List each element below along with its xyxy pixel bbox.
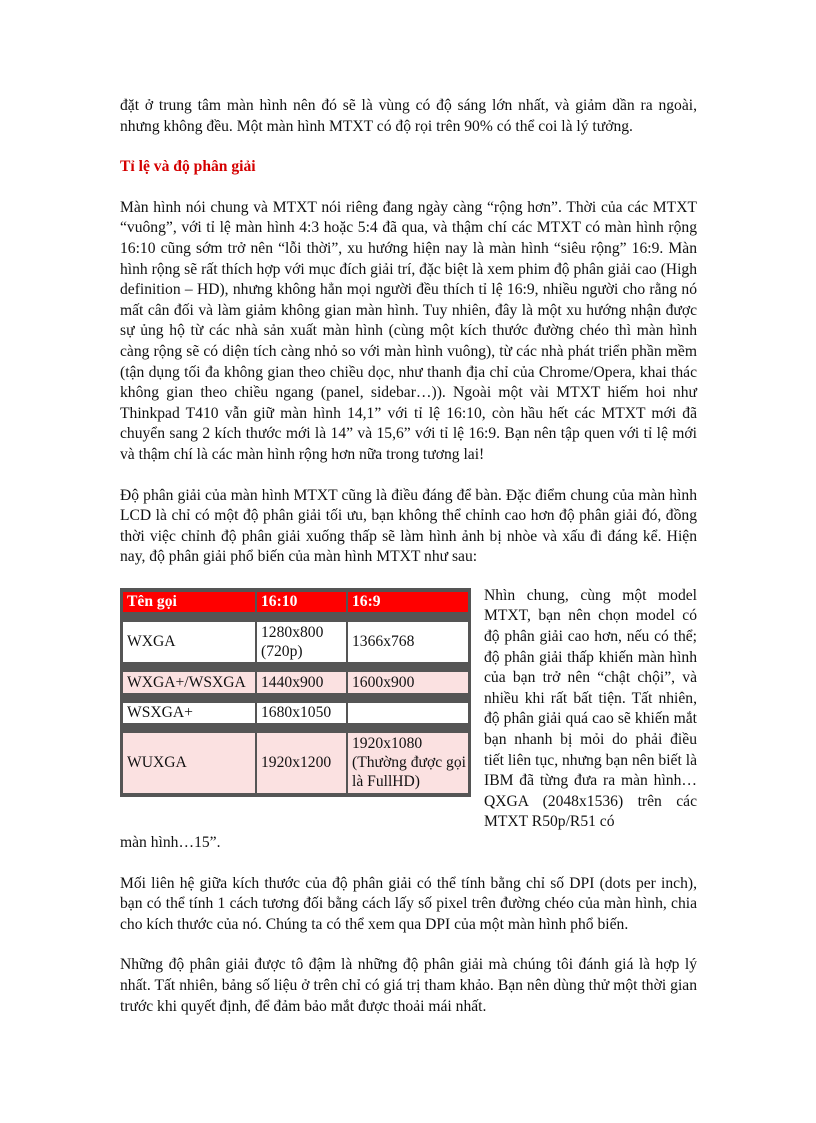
header-cell-16-10: 16:10 (256, 591, 347, 613)
table-header-row (122, 591, 469, 613)
table-row (122, 732, 469, 794)
header-cell-16-9: 16:9 (347, 591, 469, 613)
table-row (122, 702, 469, 724)
resolution-table-frame (120, 588, 471, 797)
table-and-sidebar (120, 588, 697, 833)
paragraph-aspect-ratio: Màn hình nói chung và MTXT nói riêng đang ngày càng “rộng hơn”. Thời của các MTXT “vuông”, với tỉ lệ màn hình 4:3 hoặc 5:4 đã qua, và thậm chí các MTXT có màn hình rộng 16:10 cũng sớm trở nên “lỗi thời”, xu hướng hiện nay là màn hình “siêu rộng” 16:9. Màn hình rộng sẽ rất thích hợp với mục đích giải trí, đặc biệt là xem phim độ phân giải cao (High definition – HD), nhưng không hẳn mọi người đều thích tỉ lệ 16:9, nhiều người cho rằng nó mất cân đối và làm giảm không gian màn hình. Tuy nhiên, đây là một xu hướng nhận được sự ủng hộ từ các nhà sản xuất màn hình (cùng một kích thước đường chéo thì màn hình càng rộng sẽ có diện tích càng nhỏ so với màn hình vuông), từ các nhà phát triển phần mềm (tận dụng tối đa không gian theo chiều dọc, như thanh địa chỉ của Chrome/Opera, khai thác không gian theo chiều ngang (panel, sidebar…)). Ngoài một vài MTXT hiếm hoi như Thinkpad T410 vẫn giữ màn hình 14,1” với tỉ lệ 16:10, còn hầu hết các MTXT mới đã chuyển sang 2 kích thước mới là 14” và 15,6” với tỉ lệ 16:9. Bạn nên tập quen với tỉ lệ mới và thậm chí là các màn hình rộng hơn nữa trong tương lai! (120, 198, 697, 463)
table-cell-16-10: 1680x1050 (256, 702, 347, 724)
paragraph-resolution: Độ phân giải của màn hình MTXT cũng là điều đáng để bàn. Đặc điểm chung của màn hình LCD là chỉ có một độ phân giải tối ưu, bạn không thể chỉnh cao hơn độ phân giải đó, đồng thời việc chỉnh độ phân giải xuống thấp sẽ làm hình ảnh bị nhòe và xấu đi đáng kể. Hiện nay, độ phân giải phổ biến của màn hình MTXT như sau: (120, 486, 697, 566)
table-cell-name: WXGA+/WSXGA (122, 671, 256, 694)
table-cell-name: WXGA (122, 621, 256, 663)
header-cell-name: Tên gọi (122, 591, 256, 613)
table-cell-16-10: 1280x800 (720p) (256, 621, 347, 663)
table-cell-name: WUXGA (122, 732, 256, 794)
table-cell-name: WSXGA+ (122, 702, 256, 724)
table-cell-16-10: 1920x1200 (256, 732, 347, 794)
document-page (120, 96, 697, 1017)
resolution-table (121, 590, 470, 795)
table-cell-16-9 (347, 702, 469, 724)
paragraph-intro: đặt ở trung tâm màn hình nên đó sẽ là vùng có độ sáng lớn nhất, và giảm dần ra ngoài, nhưng không đều. Một màn hình MTXT có độ rọi trên 90% có thể coi là lý tưởng. (120, 97, 697, 135)
paragraph-dpi: Mối liên hệ giữa kích thước của độ phân giải có thể tính bằng chỉ số DPI (dots per inch), bạn có thể tính 1 cách tương đối bằng cách lấy số pixel trên đường chéo của màn hình, chia cho kích thước của nó. Chúng ta có thể xem qua DPI của một màn hình phổ biến. (120, 874, 697, 933)
paragraph-side-note-end: màn hình…15”. (120, 834, 221, 851)
paragraph-conclusion: Những độ phân giải được tô đậm là những độ phân giải mà chúng tôi đánh giá là hợp lý nhất. Tất nhiên, bảng số liệu ở trên chỉ có giá trị tham khảo. Bạn nên dùng thử một thời gian trước khi quyết định, để đảm bảo mắt được thoải mái nhất. (120, 956, 697, 1015)
paragraph-side-note: Nhìn chung, cùng một model MTXT, bạn nên chọn model có độ phân giải cao hơn, nếu có thể; độ phân giải thấp khiến màn hình của bạn trở nên “chật chội”, và nhiều khi rất bất tiện. Tất nhiên, độ phân giải quá cao sẽ khiến mắt bạn nhanh bị mỏi do phải điều tiết liên tục, nhưng bạn nên biết là IBM đã từng đưa ra màn hình…QXGA (2048x1536) trên các MTXT R50p/R51 có (484, 586, 697, 831)
table-cell-16-9: 1600x900 (347, 671, 469, 694)
table-cell-16-10: 1440x900 (256, 671, 347, 694)
table-row (122, 621, 469, 663)
section-heading: Tỉ lệ và độ phân giải (120, 158, 256, 176)
table-cell-16-9: 1366x768 (347, 621, 469, 663)
table-cell-16-9: 1920x1080 (Thường được gọi là FullHD) (347, 732, 469, 794)
table-row (122, 671, 469, 694)
